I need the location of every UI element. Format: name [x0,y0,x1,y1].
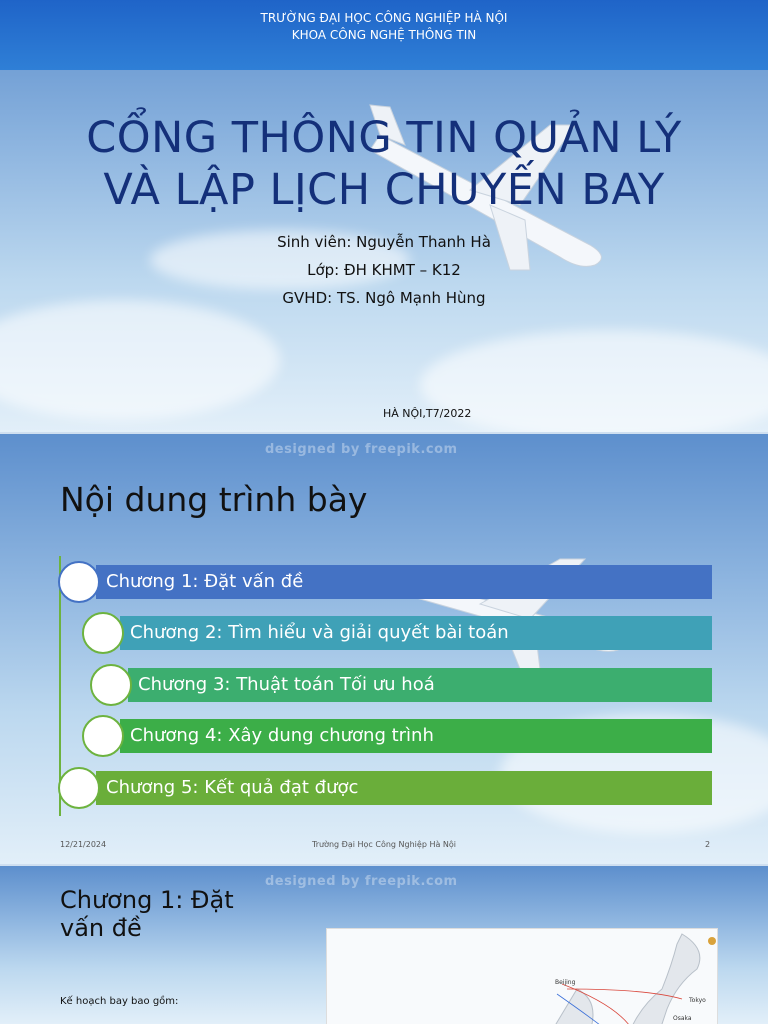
chapter-2-item[interactable] [120,616,712,650]
agenda-heading: Nội dung trình bày [60,480,368,519]
presentation-title [0,112,768,216]
chapter-4-label: Chương 4: Xây dung chương trình [130,725,434,746]
cloud-shape [0,300,280,420]
chapter-2-marker [82,612,124,654]
chapter-5-item[interactable] [96,771,712,805]
chapter-4-marker [82,715,124,757]
chapter-1-slide [0,866,768,1024]
footer-school: Trường Đại Học Công Nghiệp Hà Nội [312,840,457,849]
watermark: designed by freepik.com [265,442,458,457]
flight-route-map [326,928,718,1024]
place-date: HÀ NỘI,T7/2022 [383,407,472,420]
school-name: TRƯỜNG ĐẠI HỌC CÔNG NGHIỆP HÀ NỘI [260,11,508,25]
chapter-4-item[interactable] [120,719,712,753]
footer-page-number: 2 [705,840,711,849]
chapter-5-label: Chương 5: Kết quả đạt được [106,777,359,798]
map-label-beijing: Beijing [555,979,576,986]
title-line-2: VÀ LẬP LỊCH CHUYẾN BAY [103,165,665,215]
cloud-shape [420,330,768,432]
chapter-3-item[interactable] [128,668,712,702]
faculty-name: KHOA CÔNG NGHỆ THÔNG TIN [291,28,477,42]
chapter-1-label: Chương 1: Đặt vấn đề [106,571,304,592]
title-slide [0,0,768,432]
map-label-osaka: Osaka [673,1015,692,1022]
school-header [0,10,768,44]
plan-text: Kế hoạch bay bao gồm: [60,996,179,1007]
student-name: Sinh viên: Nguyễn Thanh Hà [277,233,491,251]
footer-date: 12/21/2024 [60,840,107,849]
map-label-tokyo: Tokyo [689,997,706,1004]
chapter-heading: Chương 1: Đặt vấn đề [60,886,234,942]
class-name: Lớp: ĐH KHMT – K12 [307,261,461,279]
chapter-3-marker [90,664,132,706]
chapter-1-marker [58,561,100,603]
chapter-3-label: Chương 3: Thuật toán Tối ưu hoá [138,674,435,695]
chapter-1-item[interactable] [96,565,712,599]
chapter-5-marker [58,767,100,809]
author-info [0,228,768,312]
chapter-2-label: Chương 2: Tìm hiểu và giải quyết bài toán [130,622,509,643]
agenda-slide [0,434,768,864]
title-line-1: CỔNG THÔNG TIN QUẢN LÝ [86,113,682,163]
watermark: designed by freepik.com [265,874,458,889]
advisor-name: GVHD: TS. Ngô Mạnh Hùng [282,289,486,307]
map-routes [327,929,717,1024]
airplane-icon [380,544,640,674]
